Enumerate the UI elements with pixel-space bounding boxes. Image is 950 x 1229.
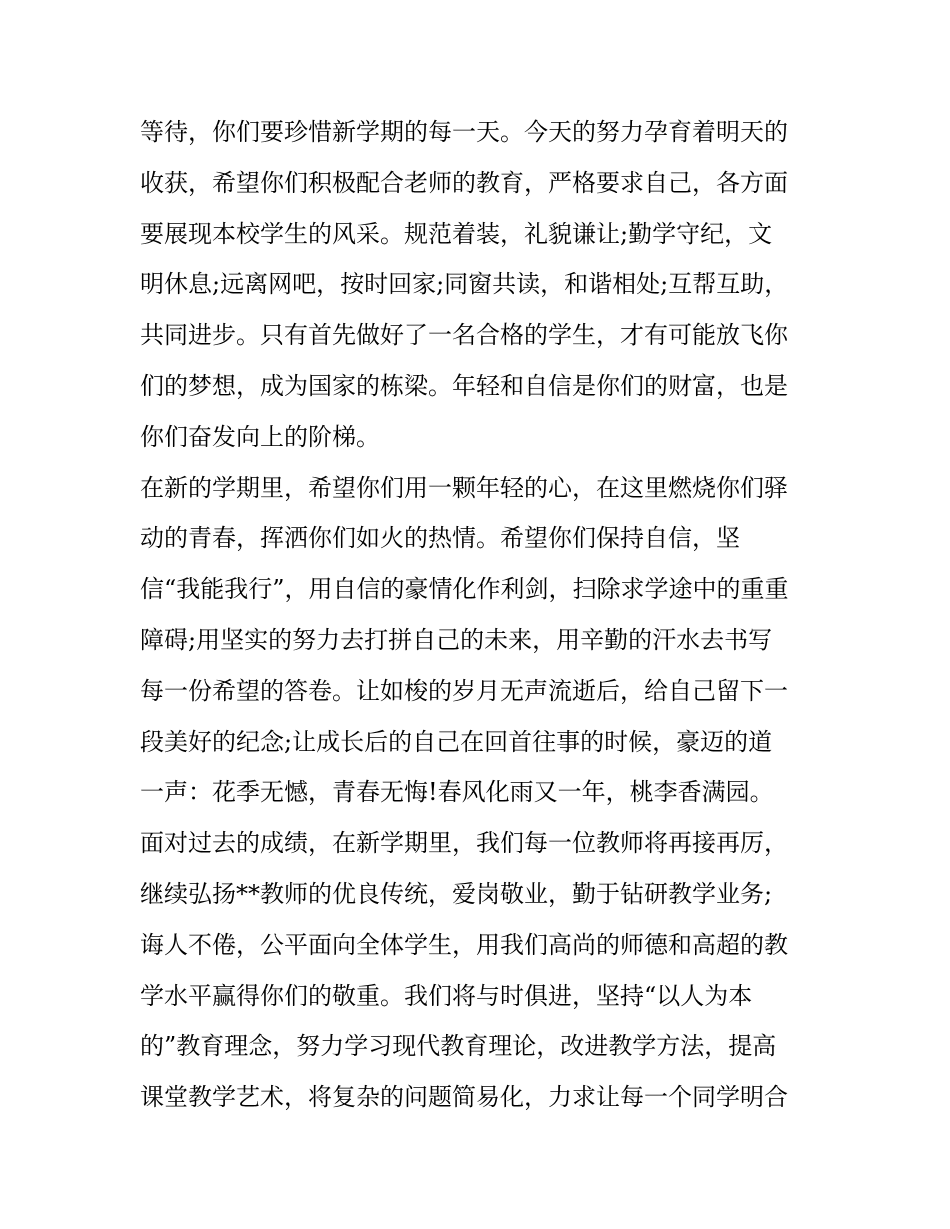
- text-line: 段美好的纪念;让成长后的自己在回首往事的时候，豪迈的道: [140, 727, 773, 756]
- text-line: 收获，希望你们积极配合老师的教育，严格要求自己，各方面: [140, 168, 788, 197]
- text-line: 一声：花季无憾，青春无悔!春风化雨又一年，桃李香满园。: [140, 778, 774, 807]
- text-line: 学水平赢得你们的敬重。我们将与时俱进，坚持“以人为本: [140, 981, 753, 1010]
- text-line: 的”教育理念，努力学习现代教育理论，改进教学方法，提高: [140, 1032, 777, 1061]
- text-line: 面对过去的成绩，在新学期里，我们每一位教师将再接再厉，: [140, 829, 788, 858]
- text-line: 要展现本校学生的风采。规范着装，礼貌谦让;勤学守纪，文: [140, 219, 773, 248]
- text-line: 动的青春，挥洒你们如火的热情。希望你们保持自信，坚: [140, 524, 740, 553]
- text-line: 诲人不倦，公平面向全体学生，用我们高尚的师德和高超的教: [140, 930, 788, 959]
- text-line: 障碍;用坚实的努力去打拼自己的未来，用辛勤的汗水去书写: [140, 625, 773, 654]
- text-line: 们的梦想，成为国家的栋梁。年轻和自信是你们的财富，也是: [140, 371, 788, 400]
- text-line: 信“我能我行”，用自信的豪情化作利剑，扫除求学途中的重重: [140, 575, 789, 604]
- text-line: 课堂教学艺术，将复杂的问题简易化，力求让每一个同学明合: [140, 1083, 788, 1112]
- text-line: 共同进步。只有首先做好了一名合格的学生，才有可能放飞你: [140, 321, 788, 350]
- text-line: 每一份希望的答卷。让如梭的岁月无声流逝后，给自己留下一: [140, 676, 788, 705]
- text-line: 在新的学期里，希望你们用一颗年轻的心，在这里燃烧你们驿: [140, 473, 788, 502]
- body-text: [140, 107, 830, 1123]
- text-line: 明休息;远离网吧，按时回家;同窗共读，和谐相处;互帮互助，: [140, 270, 789, 299]
- text-line: 你们奋发向上的阶梯。: [140, 422, 380, 451]
- text-line: 继续弘扬**教师的优良传统，爱岗敬业，勤于钻研教学业务;: [140, 879, 773, 908]
- text-line: 等待，你们要珍惜新学期的每一天。今天的努力孕育着明天的: [140, 118, 788, 146]
